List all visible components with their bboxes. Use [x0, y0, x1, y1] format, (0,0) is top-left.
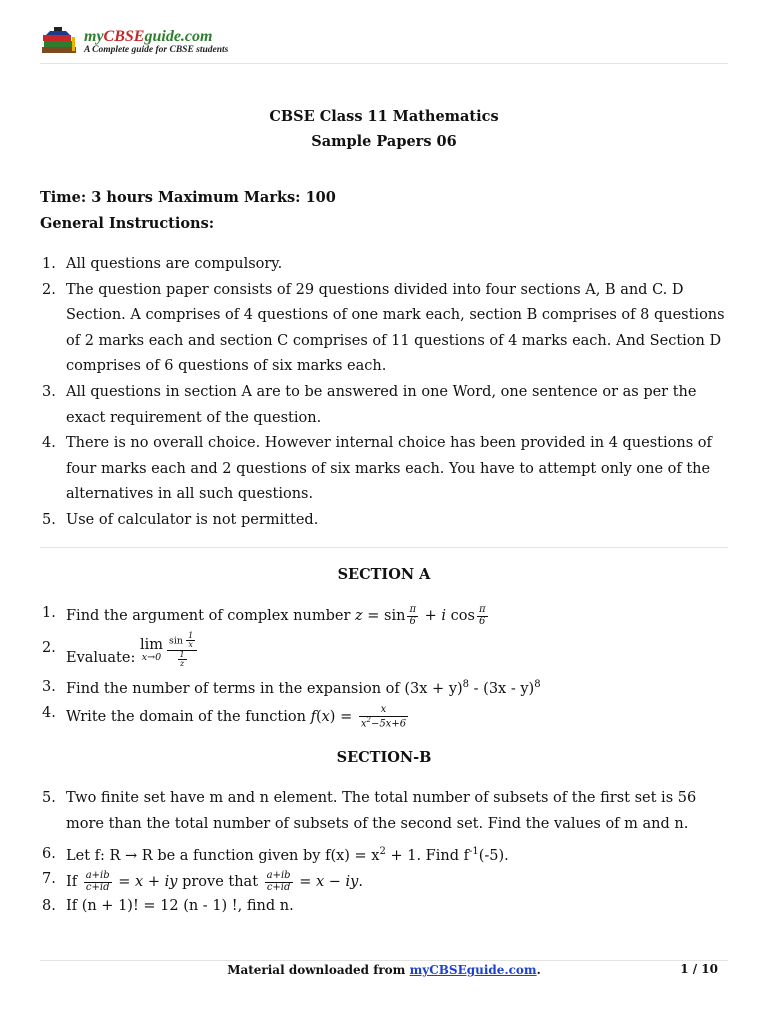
section-a-title: SECTION A — [337, 566, 431, 583]
footer-divider — [40, 960, 728, 961]
list-item: 2. The question paper consists of 29 questions divided into four sections A, B and C. D Section. A comprises of 4 questions of one mark each, section B comprises of 8 questions of 2 marks each and section C comprises of 11 questions of 4 marks each. And Section D comprises of 6 questions of six marks each. — [42, 281, 725, 375]
books-logo-icon — [40, 27, 80, 57]
list-item: 3. All questions in section A are to be answered in one Word, one sentence or as per the exact requirement of the question. — [42, 383, 697, 426]
page-header — [40, 26, 728, 64]
limit-formula: lim x→0 sin $\frac{1}{x}$ $\frac{1}{z}$ — [140, 642, 199, 658]
page-number: 1 / 10 — [680, 962, 718, 976]
complex-equation-1: $\frac{a+ib}{c+id}$ = x + iy — [85, 870, 178, 893]
section-b-list — [40, 786, 730, 837]
list-item: 4. There is no overall choice. However internal choice has been provided in 4 questions of four marks each and 2 questions of six marks each. You have to attempt only one of the alternatives in all such questions. — [42, 435, 712, 503]
document-subtitle: Sample Papers 06 — [311, 133, 457, 150]
divider — [40, 547, 728, 548]
instructions-list — [40, 252, 730, 534]
question-5: 5. Two finite set have m and n element. The total number of subsets of the first set is 56 more than the total number of subsets of the second set. Find the values of m and n. — [42, 790, 697, 832]
list-item: 5. Use of calculator is not permitted. — [42, 511, 319, 528]
site-logo[interactable] — [40, 26, 228, 58]
domain-function-formula: f(x) = $\frac{x}{x^2-5x+6}$ — [310, 704, 407, 729]
page-footer: Material downloaded from myCBSEguide.com. — [227, 963, 541, 977]
footer-link[interactable]: myCBSEguide.com — [409, 963, 537, 977]
instructions-heading: General Instructions: — [40, 215, 215, 232]
list-item: 1. All questions are compulsory. — [42, 256, 283, 272]
section-b-title: SECTION-B — [336, 749, 432, 766]
logo-tagline: A Complete guide for CBSE students — [84, 44, 229, 55]
logo-wordmark: myCBSEguide.com — [84, 27, 213, 45]
time-and-marks: Time: 3 hours Maximum Marks: 100 — [40, 189, 336, 206]
complex-number-formula: z = sin $\frac{\pi}{6}$ + i cos $\frac{\pi}{6}$ — [355, 604, 486, 627]
document-title: CBSE Class 11 Mathematics — [269, 108, 499, 125]
complex-equation-2: $\frac{a+ib}{c+id}$ = x − iy — [266, 870, 359, 893]
